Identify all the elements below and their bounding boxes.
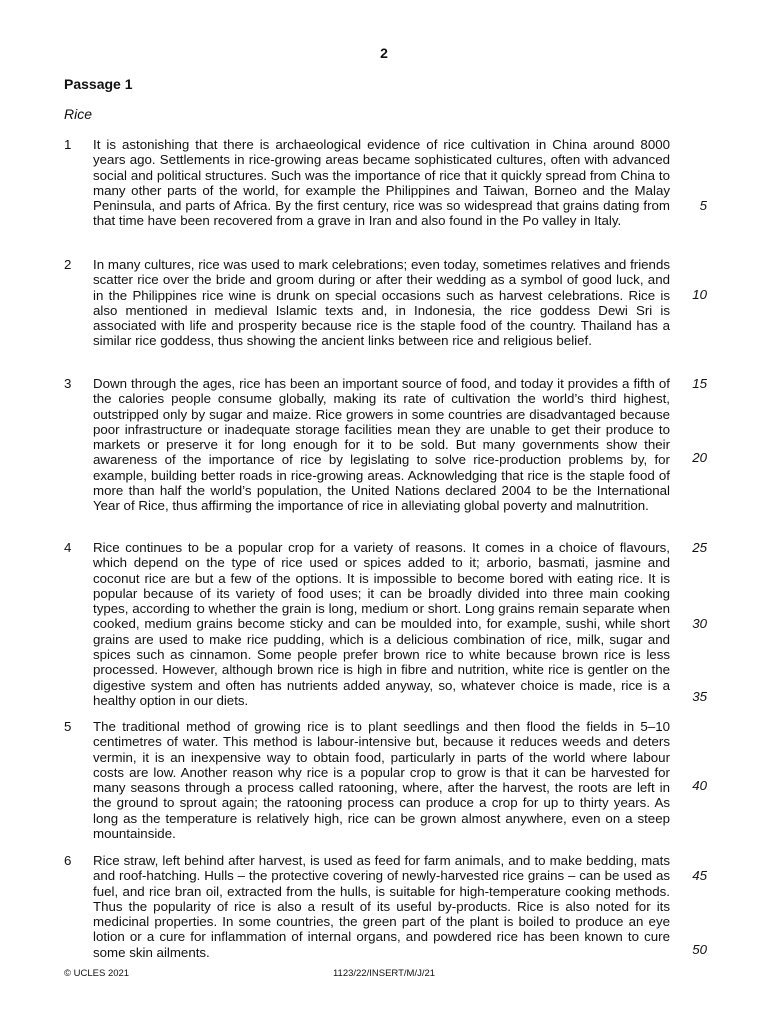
paragraph-number: 6 bbox=[64, 853, 72, 868]
line-number: 45 bbox=[692, 868, 707, 883]
passage-subtitle: Rice bbox=[64, 106, 93, 122]
paragraph-number: 2 bbox=[64, 257, 72, 272]
line-number: 15 bbox=[692, 376, 707, 391]
line-number: 50 bbox=[692, 942, 707, 957]
paragraph-text: In many cultures, rice was used to mark celebrations; even today, sometimes relatives and friends scatter rice over the bride and groom during or after their wedding as a symbol of good luck, and in the Philippines rice wine is drunk on special occasions such as harvest celebrations. Rice is also mentioned in medieval Islamic texts and, in Indonesia, the rice goddess Dewi Sri is associated with life and prosperity because rice is the staple food of the country. Thailand has a similar rice goddess, thus showing the ancient links between rice and religious belief. bbox=[93, 257, 670, 349]
paragraph-number: 1 bbox=[64, 137, 72, 152]
footer-code: 1123/22/INSERT/M/J/21 bbox=[332, 968, 436, 979]
page-number: 2 bbox=[380, 45, 388, 61]
line-number: 30 bbox=[692, 616, 707, 631]
line-number: 40 bbox=[692, 778, 707, 793]
line-number: 20 bbox=[692, 450, 707, 465]
paragraph-text: Rice continues to be a popular crop for a variety of reasons. It comes in a choice of flavours, which depend on the type of rice used or spices added to it; arborio, basmati, jasmine and coconut rice are but a few of the options. It is impossible to become bored with eating rice. It is popular because of its variety of food uses; it can be broadly divided into three main cooking types, according to whether the grain is long, medium or short. Long grains remain separate when cooked, medium grains become sticky and can be moulded into, for example, sushi, while short grains are used to make rice pudding, which is a delicious combination of rice, milk, sugar and spices such as cinnamon. Some people prefer brown rice to white because brown rice is less processed. However, although brown rice is high in fibre and nutrition, white rice is gentler on the digestive system and often has nutrients added anyway, so, whatever choice is made, rice is a healthy option in our diets. bbox=[93, 540, 670, 708]
paragraph-number: 5 bbox=[64, 719, 72, 734]
line-number: 35 bbox=[692, 689, 707, 704]
paragraph-number: 4 bbox=[64, 540, 72, 555]
paragraph-number: 3 bbox=[64, 376, 72, 391]
line-number: 10 bbox=[692, 287, 707, 302]
paragraph-text: Down through the ages, rice has been an important source of food, and today it provides a fifth of the calories people consume globally, making its rate of cultivation the world’s third highest, outstripped only by sugar and maize. Rice growers in some countries are disadvantaged because poor infrastructure or inadequate storage facilities mean they are unable to get their produce to markets or preserve it for long enough for it to be sold. But many governments show their awareness of the importance of rice by legislating to solve rice-production problems by, for example, building better roads in rice-growing areas. Acknowledging that rice is the staple food of more than half the world’s population, the United Nations declared 2004 to be the International Year of Rice, thus affirming the importance of rice in alleviating global poverty and malnutrition. bbox=[93, 376, 670, 514]
footer-copyright: © UCLES 2021 bbox=[64, 968, 130, 979]
paragraph-text: The traditional method of growing rice is to plant seedlings and then flood the fields in 5–10 centimetres of water. This method is labour-intensive but, because it reduces weeds and deters vermin, it is an inexpensive way to obtain food, particularly in parts of the world where labour costs are low. Another reason why rice is a popular crop to grow is that it can be harvested for many seasons through a process called ratooning, where, after the harvest, the roots are left in the ground to sprout again; the ratooning process can produce a crop for up to thirty years. As long as the temperature is relatively high, rice can be grown almost anywhere, even on a steep mountainside. bbox=[93, 719, 670, 842]
paragraph-text: Rice straw, left behind after harvest, is used as feed for farm animals, and to make bedding, mats and roof-hatching. Hulls – the protective covering of newly-harvested rice grains – can be used as fuel, and rice bran oil, extracted from the hulls, is suitable for high-temperature cooking methods. Thus the popularity of rice is also a result of its useful by-products. Rice is also noted for its medicinal properties. In some countries, the green part of the plant is boiled to produce an eye lotion or a cure for inflammation of internal organs, and powdered rice has been known to cure some skin ailments. bbox=[93, 853, 670, 960]
paragraph-text: It is astonishing that there is archaeological evidence of rice cultivation in China around 8000 years ago. Settlements in rice-growing areas became sophisticated cultures, often with advanced social and political structures. Such was the importance of rice that it quickly spread from China to many other parts of the world, for example the Philippines and Taiwan, Borneo and the Malay Peninsula, and parts of Africa. By the first century, rice was so widespread that grains dating from that time have been recovered from a grave in Iran and also found in the Po valley in Italy. bbox=[93, 137, 670, 229]
line-number: 25 bbox=[692, 540, 707, 555]
passage-title: Passage 1 bbox=[64, 76, 133, 92]
line-number: 5 bbox=[699, 198, 707, 213]
